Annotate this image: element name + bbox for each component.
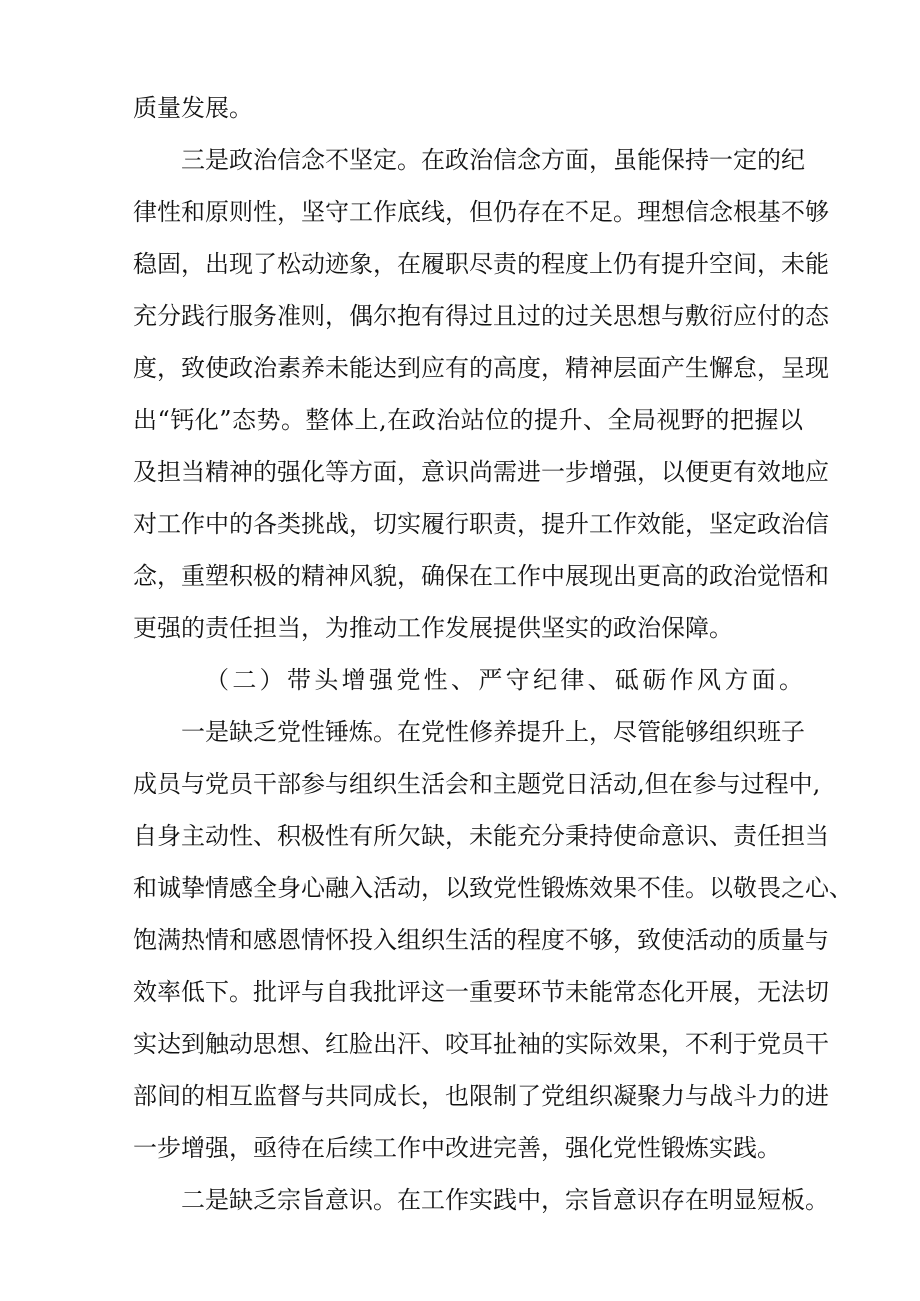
text-line: 实达到触动思想、红脸出汗、咬耳扯袖的实际效果，不利于党员干 bbox=[133, 1030, 829, 1058]
text-line: 饱满热情和感恩情怀投入组织生活的程度不够，致使活动的质量与 bbox=[133, 926, 829, 954]
text-line: 及担当精神的强化等方面，意识尚需进一步增强，以便更有效地应 bbox=[133, 458, 829, 486]
text-line: 度，致使政治素养未能达到应有的高度，精神层面产生懈怠，呈现 bbox=[133, 354, 829, 382]
text-line: 质量发展。 bbox=[133, 94, 253, 122]
text-line: 律性和原则性，坚守工作底线，但仍存在不足。理想信念根基不够 bbox=[133, 198, 829, 226]
text-line: 三是政治信念不坚定。在政治信念方面，虽能保持一定的纪 bbox=[181, 146, 805, 174]
text-line: 对工作中的各类挑战，切实履行职责，提升工作效能，坚定政治信 bbox=[133, 510, 829, 538]
text-line: 稳固，出现了松动迹象，在履职尽责的程度上仍有提升空间，未能 bbox=[133, 250, 829, 278]
text-line: （二）带头增强党性、严守纪律、砥砺作风方面。 bbox=[205, 666, 803, 694]
text-line: 部间的相互监督与共同成长，也限制了党组织凝聚力与战斗力的进 bbox=[133, 1082, 829, 1110]
text-line: 更强的责任担当，为推动工作发展提供坚实的政治保障。 bbox=[133, 614, 733, 642]
text-line: 充分践行服务准则，偶尔抱有得过且过的过关思想与敷衍应付的态 bbox=[133, 302, 829, 330]
text-line: 念，重塑积极的精神风貌，确保在工作中展现出更高的政治觉悟和 bbox=[133, 562, 829, 590]
text-line: 一是缺乏党性锤炼。在党性修养提升上，尽管能够组织班子 bbox=[181, 718, 805, 746]
text-line: 自身主动性、积极性有所欠缺，未能充分秉持使命意识、责任担当 bbox=[133, 822, 829, 850]
text-line: 一步增强，亟待在后续工作中改进完善，强化党性锻炼实践。 bbox=[133, 1134, 781, 1162]
text-line: 和诚挚情感全身心融入活动，以致党性锻炼效果不佳。以敬畏之心、 bbox=[133, 874, 853, 902]
text-line: 成员与党员干部参与组织生活会和主题党日活动,但在参与过程中, bbox=[133, 770, 821, 798]
text-line: 效率低下。批评与自我批评这一重要环节未能常态化开展，无法切 bbox=[133, 978, 829, 1006]
text-line: 出“钙化”态势。整体上,在政治站位的提升、全局视野的把握以 bbox=[133, 406, 803, 434]
text-line: 二是缺乏宗旨意识。在工作实践中，宗旨意识存在明显短板。 bbox=[181, 1186, 829, 1214]
